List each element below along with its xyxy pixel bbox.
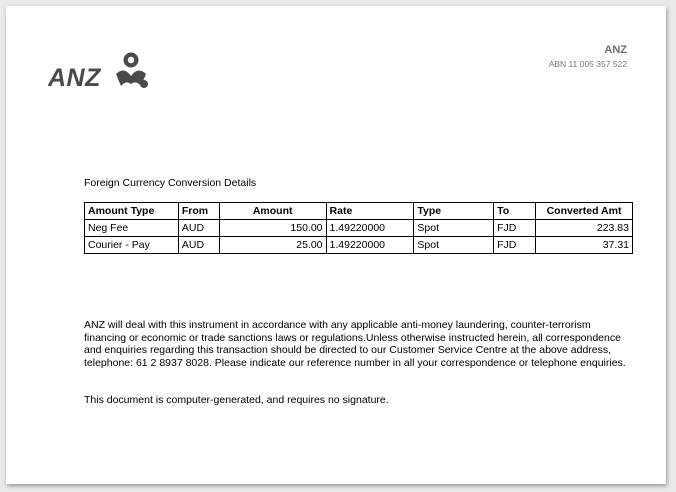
amount-cell: 25.00 [219, 237, 326, 254]
converted-amount-cell: 37.31 [536, 237, 633, 254]
table-row [85, 237, 633, 254]
column-header: From [178, 203, 219, 220]
conversion-table [84, 202, 633, 254]
disclaimer-paragraph: ANZ will deal with this instrument in accordance with any applicable anti-money laundering, counter-terrorism financing or economic or trade sanctions laws or regulations.Unless otherwise instructed herein, all correspondence and enquiries regarding this transaction should be directed to our Customer Service Centre at the above address, telephone: 61 2 8937 8028. Please indicate our reference number in all your correspondence or telephone enquiries. [84, 319, 626, 369]
anz-people-icon [116, 53, 148, 89]
computer-generated-note: This document is computer-generated, and requires no signature. [84, 394, 389, 406]
to-currency-cell: FJD [494, 237, 536, 254]
type-cell: Spot [414, 220, 494, 237]
column-header: Amount [219, 203, 326, 220]
column-header: Amount Type [85, 203, 179, 220]
column-header: To [494, 203, 536, 220]
anz-logo-wordmark: ANZ [48, 64, 101, 90]
column-header: Type [414, 203, 494, 220]
company-block [549, 44, 627, 70]
company-name: ANZ [604, 44, 627, 56]
converted-amount-cell: 223.83 [536, 220, 633, 237]
amount-cell: 150.00 [219, 220, 326, 237]
company-abn: ABN 11 005 357 522 [548, 59, 627, 69]
document-page [6, 6, 666, 484]
table-row [85, 220, 633, 237]
to-currency-cell: FJD [494, 220, 536, 237]
rate-cell: 1.49220000 [326, 220, 414, 237]
anz-logo-graphic [48, 50, 152, 90]
type-cell: Spot [414, 237, 494, 254]
document-title: Foreign Currency Conversion Details [84, 177, 257, 189]
rate-cell: 1.49220000 [326, 237, 414, 254]
column-header: Rate [326, 203, 414, 220]
table-header-row [85, 203, 633, 220]
amount-type-cell: Courier - Pay [85, 237, 179, 254]
column-header: Converted Amt [536, 203, 633, 220]
amount-type-cell: Neg Fee [85, 220, 179, 237]
from-currency-cell: AUD [178, 237, 219, 254]
from-currency-cell: AUD [178, 220, 219, 237]
anz-logo [48, 50, 152, 90]
